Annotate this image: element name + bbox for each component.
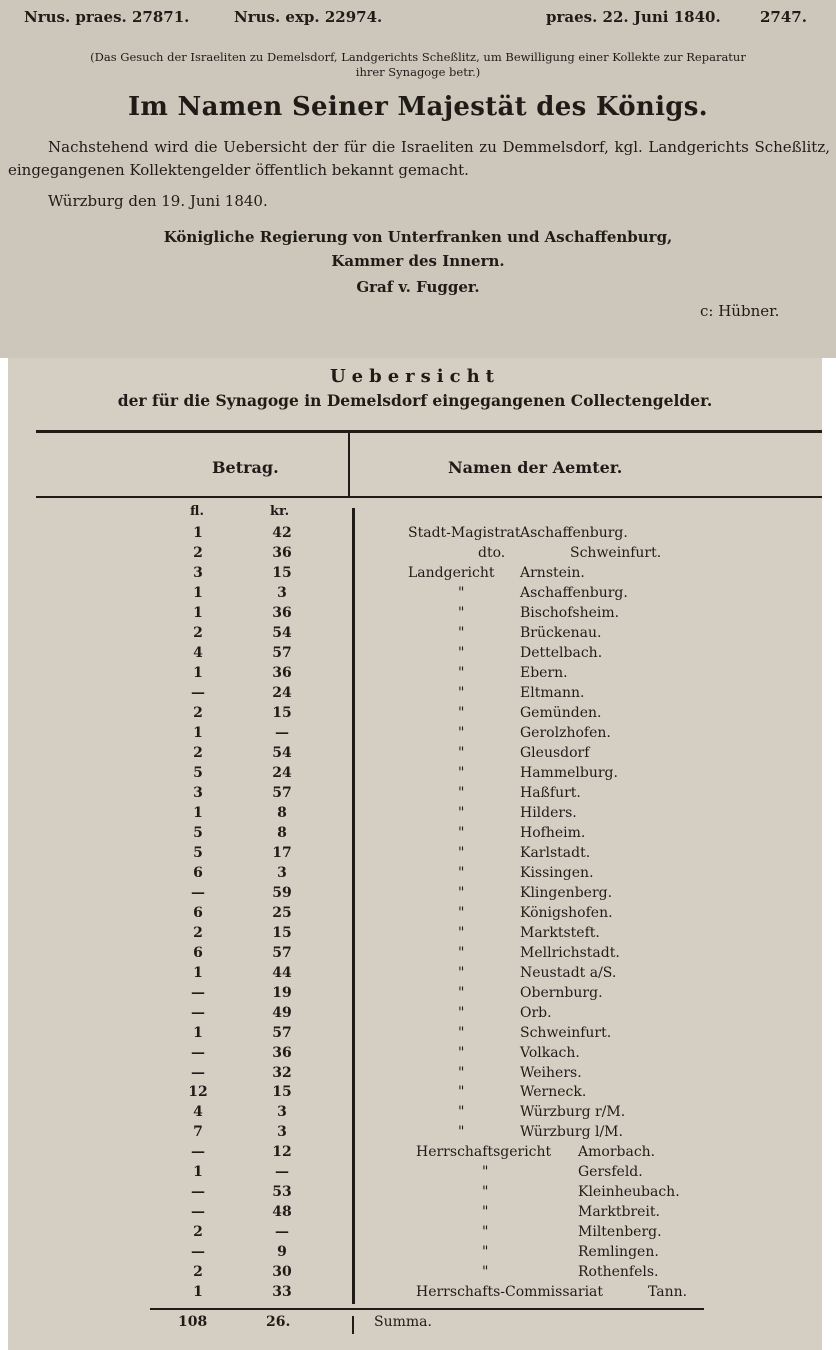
office-place: Arnstein. [520, 565, 585, 581]
office-place: Gersfeld. [578, 1164, 643, 1181]
office-type: " [458, 884, 465, 901]
office-place: Neustadt a/S. [520, 964, 617, 981]
total-kr: 26. [266, 1314, 291, 1330]
office-type: " [458, 1004, 465, 1021]
amount-fl: — [191, 1144, 205, 1161]
subject-line-2: ihrer Synagoge betr.) [355, 65, 481, 79]
office-type: " [458, 1044, 465, 1061]
office-type: " [458, 864, 465, 881]
amount-kr: 3 [277, 584, 287, 601]
amount-kr: 36 [272, 664, 292, 681]
amount-fl: 2 [193, 624, 203, 641]
office-place: Amorbach. [578, 1144, 656, 1161]
office-type: Herrschaftsgericht [416, 1144, 552, 1161]
decree-heading: Im Namen Seiner Majestät des Königs. [127, 92, 709, 122]
amount-fl: 2 [193, 744, 203, 761]
office-type: " [458, 944, 465, 961]
amount-fl: 2 [193, 545, 203, 561]
amount-kr: 36 [272, 1044, 292, 1061]
signatory: Graf v. Fugger. [356, 278, 480, 296]
amount-fl: — [191, 1184, 205, 1201]
amount-kr: 48 [272, 1204, 292, 1221]
amount-kr: 12 [272, 1144, 292, 1161]
office-type: " [458, 984, 465, 1001]
office-type: " [458, 804, 465, 821]
office-type: " [482, 1244, 489, 1261]
amount-kr: 36 [272, 545, 292, 561]
subject-line-1: (Das Gesuch der Israeliten zu Demelsdorf, Landgerichts Scheßlitz, um Bewilligung einer Kollekte zur Reparatur [90, 50, 746, 64]
amount-kr: 57 [272, 944, 292, 961]
amount-fl: 7 [193, 1124, 203, 1141]
office-type: " [482, 1164, 489, 1181]
amount-fl: — [191, 984, 205, 1001]
office-type: dto. [478, 545, 506, 561]
amount-kr: 3 [277, 1104, 287, 1121]
office-place: Schweinfurt. [570, 545, 662, 561]
office-place: Marktsteft. [520, 924, 600, 941]
nrus-praes: Nrus. praes. 27871. [24, 8, 190, 26]
overview-subtitle: der für die Synagoge in Demelsdorf eingegangenen Collectengelder. [117, 391, 713, 410]
amount-kr: 15 [272, 1084, 292, 1101]
authority-line-1: Königliche Regierung von Unterfranken und Aschaffenburg, [163, 228, 673, 246]
amount-kr: 19 [272, 984, 292, 1001]
header-divider [348, 433, 350, 496]
office-place: Obernburg. [520, 984, 603, 1001]
amount-fl: 1 [193, 724, 203, 741]
office-place: Aschaffenburg. [520, 525, 628, 541]
amount-fl: — [191, 884, 205, 901]
office-place: Hilders. [520, 804, 577, 821]
amount-kr: 3 [277, 1124, 287, 1141]
office-place: Hofheim. [520, 824, 586, 841]
office-place: Aschaffenburg. [520, 584, 628, 601]
office-type: " [458, 784, 465, 801]
amount-fl: 2 [193, 1264, 203, 1281]
total-divider [352, 1316, 354, 1334]
amount-kr: 32 [272, 1064, 292, 1081]
amount-fl: — [191, 1204, 205, 1221]
office-place: Tann. [648, 1284, 688, 1301]
overview-title: Uebersicht [329, 366, 500, 387]
office-type: " [458, 1024, 465, 1041]
office-type: " [482, 1224, 489, 1241]
amount-fl: — [191, 1244, 205, 1261]
office-type: " [482, 1184, 489, 1201]
amount-fl: 1 [193, 964, 203, 981]
office-place: Werneck. [520, 1084, 587, 1101]
office-place: Würzburg l/M. [520, 1124, 623, 1141]
amount-fl: 2 [193, 704, 203, 721]
amount-kr: 53 [272, 1184, 292, 1201]
amount-fl: 2 [193, 1224, 203, 1241]
office-place: Schweinfurt. [520, 1024, 612, 1041]
office-type: " [458, 904, 465, 921]
amount-fl: 1 [193, 525, 203, 541]
amount-kr: 17 [272, 844, 292, 861]
amount-kr: 24 [272, 764, 292, 781]
amount-fl: 1 [193, 664, 203, 681]
office-type: " [458, 624, 465, 641]
office-place: Königshofen. [520, 904, 613, 921]
amount-kr: 33 [272, 1284, 292, 1301]
amount-kr: 54 [272, 744, 292, 761]
office-type: " [458, 744, 465, 761]
decree-section [0, 0, 836, 358]
office-place: Volkach. [520, 1044, 580, 1061]
column-header-names: Namen der Aemter. [448, 458, 623, 477]
office-type: Landgericht [408, 565, 495, 581]
authority-line-2: Kammer des Innern. [331, 252, 505, 270]
office-place: Gemünden. [520, 704, 602, 721]
office-place: Bischofsheim. [520, 604, 620, 621]
praes-date: praes. 22. Juni 1840. [546, 8, 721, 26]
amount-kr: 9 [277, 1244, 287, 1261]
amount-fl: 5 [193, 844, 203, 861]
office-type: " [482, 1204, 489, 1221]
place-date: Würzburg den 19. Juni 1840. [48, 192, 268, 210]
office-place: Gerolzhofen. [520, 724, 611, 741]
amount-kr: 15 [272, 704, 292, 721]
table-top-rule [36, 430, 822, 433]
office-type: " [458, 1104, 465, 1121]
office-place: Ebern. [520, 664, 568, 681]
amount-kr: 57 [272, 644, 292, 661]
amount-fl: — [191, 1044, 205, 1061]
office-type: Herrschafts-Commissariat [416, 1284, 604, 1301]
amount-fl: 1 [193, 1164, 203, 1181]
overview-sheet [8, 358, 822, 1350]
office-place: Mellrichstadt. [520, 944, 620, 961]
office-place: Miltenberg. [578, 1224, 662, 1241]
amount-kr: 25 [272, 904, 292, 921]
amount-kr: 49 [272, 1004, 292, 1021]
amount-fl: — [191, 1004, 205, 1021]
column-header-amount: Betrag. [212, 458, 279, 477]
amount-fl: 1 [193, 804, 203, 821]
amount-fl: 1 [193, 1024, 203, 1041]
amount-kr: 24 [272, 684, 292, 701]
amount-kr: 57 [272, 784, 292, 801]
office-place: Weihers. [520, 1064, 582, 1081]
amount-fl: 4 [193, 644, 203, 661]
amount-fl: 4 [193, 1104, 203, 1121]
office-place: Kleinheubach. [578, 1184, 680, 1201]
amount-kr: 44 [272, 964, 292, 981]
office-place: Orb. [520, 1004, 552, 1021]
amount-fl: 6 [193, 904, 203, 921]
amount-fl: 2 [193, 924, 203, 941]
countersign: c: Hübner. [700, 302, 780, 320]
office-type: " [458, 584, 465, 601]
office-type: " [482, 1264, 489, 1281]
office-type: Stadt-Magistrat [408, 525, 521, 541]
amount-fl: 1 [193, 1284, 203, 1301]
column-divider [352, 508, 355, 1304]
office-place: Würzburg r/M. [520, 1104, 626, 1121]
office-type: " [458, 684, 465, 701]
amount-kr: 15 [272, 565, 292, 581]
amount-kr: 8 [277, 804, 287, 821]
amount-kr: — [275, 1224, 289, 1241]
office-type: " [458, 924, 465, 941]
amount-kr: — [275, 1164, 289, 1181]
office-type: " [458, 764, 465, 781]
office-type: " [458, 824, 465, 841]
office-place: Marktbreit. [578, 1204, 660, 1221]
unit-fl: fl. [190, 504, 204, 519]
office-type: " [458, 704, 465, 721]
nrus-exp: Nrus. exp. 22974. [234, 8, 383, 26]
office-place: Brückenau. [520, 624, 602, 641]
amount-fl: 12 [188, 1084, 208, 1101]
office-place: Rothenfels. [578, 1264, 659, 1281]
doc-number: 2747. [760, 8, 807, 26]
unit-kr: kr. [270, 504, 290, 519]
amount-kr: 36 [272, 604, 292, 621]
amount-kr: 57 [272, 1024, 292, 1041]
amount-kr: 59 [272, 884, 292, 901]
announcement-text: Nachstehend wird die Uebersicht der für die Israeliten zu Demmelsdorf, kgl. Landgerichts Scheßlitz, eingegangenen Kollektengelder öffentlich bekannt gemacht. [8, 138, 830, 179]
amount-fl: 6 [193, 864, 203, 881]
office-type: " [458, 724, 465, 741]
office-type: " [458, 644, 465, 661]
amount-kr: 30 [272, 1264, 292, 1281]
office-place: Haßfurt. [520, 784, 581, 801]
subject-line [0, 50, 836, 80]
amount-kr: 15 [272, 924, 292, 941]
amount-fl: 6 [193, 944, 203, 961]
office-place: Eltmann. [520, 684, 585, 701]
office-type: " [458, 1084, 465, 1101]
total-fl: 108 [178, 1314, 208, 1330]
office-place: Klingenberg. [520, 884, 613, 901]
office-type: " [458, 964, 465, 981]
office-place: Karlstadt. [520, 844, 591, 861]
amount-fl: — [191, 1064, 205, 1081]
office-type: " [458, 1064, 465, 1081]
office-type: " [458, 844, 465, 861]
amount-kr: 3 [277, 864, 287, 881]
amount-kr: 8 [277, 824, 287, 841]
office-type: " [458, 604, 465, 621]
amount-fl: 5 [193, 824, 203, 841]
amount-kr: 54 [272, 624, 292, 641]
office-place: Kissingen. [520, 864, 594, 881]
office-place: Remlingen. [578, 1244, 659, 1261]
amount-fl: 3 [193, 565, 203, 581]
amount-fl: — [191, 684, 205, 701]
amount-kr: — [275, 724, 289, 741]
office-type: " [458, 1124, 465, 1141]
table-header-rule [36, 496, 822, 498]
office-place: Gleusdorf [520, 744, 590, 761]
total-rule [150, 1308, 704, 1310]
amount-fl: 1 [193, 604, 203, 621]
amount-fl: 1 [193, 584, 203, 601]
amount-fl: 3 [193, 784, 203, 801]
office-place: Dettelbach. [520, 644, 603, 661]
office-type: " [458, 664, 465, 681]
amount-fl: 5 [193, 764, 203, 781]
office-place: Hammelburg. [520, 764, 618, 781]
amount-kr: 42 [272, 525, 292, 541]
total-label: Summa. [374, 1314, 432, 1330]
